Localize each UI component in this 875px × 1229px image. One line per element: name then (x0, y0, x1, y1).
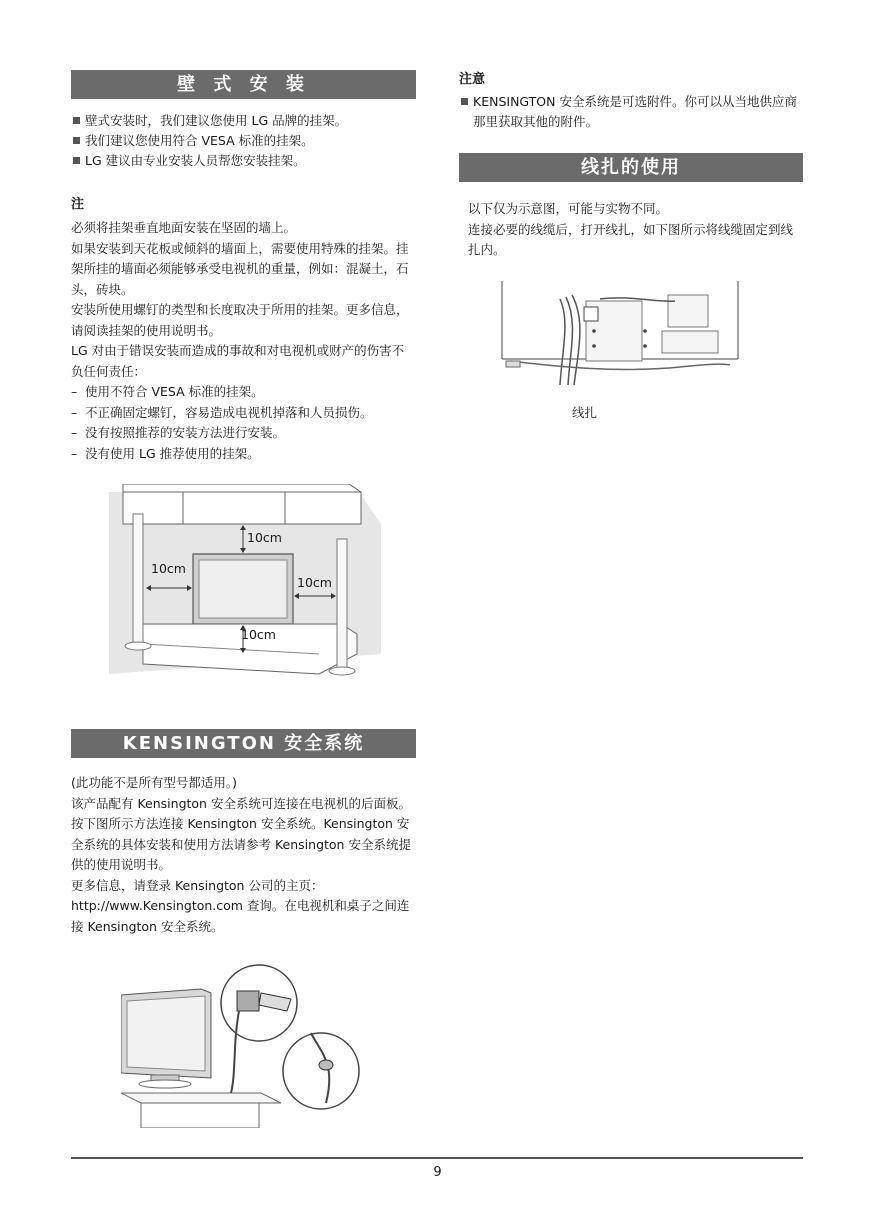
kensington-title: KENSINGTON 安全系统 (71, 729, 416, 758)
note-paragraph: 必须将挂架垂直地面安装在坚固的墙上。 (71, 220, 297, 235)
wall-mount-bullets (71, 111, 416, 171)
notice-heading: 注意 (459, 72, 486, 87)
notice-bullets (459, 92, 803, 132)
note-paragraph: LG 对由于错误安装而造成的事故和对电视机或财产的伤害不负任何责任： (71, 343, 405, 379)
list-item: 壁式安装时，我们建议您使用 LG 品牌的挂架。 (71, 111, 416, 131)
kensington-illustration (121, 953, 361, 1128)
list-item: KENSINGTON 安全系统是可选附件。你可以从当地供应商那里获取其他的附件。 (459, 92, 803, 132)
kensington-paragraph: 该产品配有 Kensington 安全系统可连接在电视机的后面板。按下图所示方法连接 Kensington 安全系统。Kensington 安全系统的具体安装和使用方法请参考 Kensington 安全系统提供的使用说明书。 (71, 795, 411, 872)
note-paragraph: 如果安装到天花板或倾斜的墙面上，需要使用特殊的挂架。挂架所挂的墙面必须能够承受电视机的重量，例如：混凝土，石头，砖块。 (71, 240, 409, 297)
liability-list (71, 382, 416, 464)
wall-mount-title: 壁 式 安 装 (71, 70, 416, 99)
list-item: 我们建议您使用符合 VESA 标准的挂架。 (71, 131, 416, 151)
list-item: – 不正确固定螺钉，容易造成电视机掉落和人员损伤。 (71, 403, 416, 424)
wall-mount-illustration (109, 484, 381, 689)
footer-divider (71, 1157, 803, 1159)
kensington-paragraph: (此功能不是所有型号都适用。) (71, 775, 238, 790)
bottom-gap-label: 10cm (241, 627, 276, 642)
left-gap-label: 10cm (151, 561, 186, 576)
cable-holder-paragraph: 以下仅为示意图，可能与实物不同。 (468, 201, 669, 216)
right-gap-label: 10cm (297, 575, 332, 590)
cable-holder-caption: 线扎 (572, 404, 598, 420)
top-gap-label: 10cm (247, 530, 282, 545)
cable-holder-illustration (500, 281, 740, 391)
list-item: – 没有使用 LG 推荐使用的挂架。 (71, 444, 416, 465)
page-number: 9 (433, 1165, 442, 1180)
list-item: – 使用不符合 VESA 标准的挂架。 (71, 382, 416, 403)
right-column (459, 70, 803, 421)
kensington-paragraph: 更多信息，请登录 Kensington 公司的主页：http://www.Kensington.com 查询。在电视机和桌子之间连接 Kensington 安全系统。 (71, 877, 410, 934)
cable-holder-figure (500, 281, 740, 391)
cable-holder-paragraph: 连接必要的线缆后，打开线扎，如下图所示将线缆固定到线扎内。 (468, 221, 794, 257)
wall-mount-figure (109, 484, 381, 689)
kensington-figure (121, 953, 361, 1128)
note-paragraph: 安装所使用螺钉的类型和长度取决于所用的挂架。更多信息，请阅读挂架的使用说明书。 (71, 302, 409, 338)
list-item: – 没有按照推荐的安装方法进行安装。 (71, 423, 416, 444)
cable-holder-title: 线扎的使用 (459, 153, 803, 182)
left-column (71, 70, 416, 1128)
note-heading: 注 (71, 197, 85, 212)
list-item: LG 建议由专业安装人员帮您安装挂架。 (71, 151, 416, 171)
